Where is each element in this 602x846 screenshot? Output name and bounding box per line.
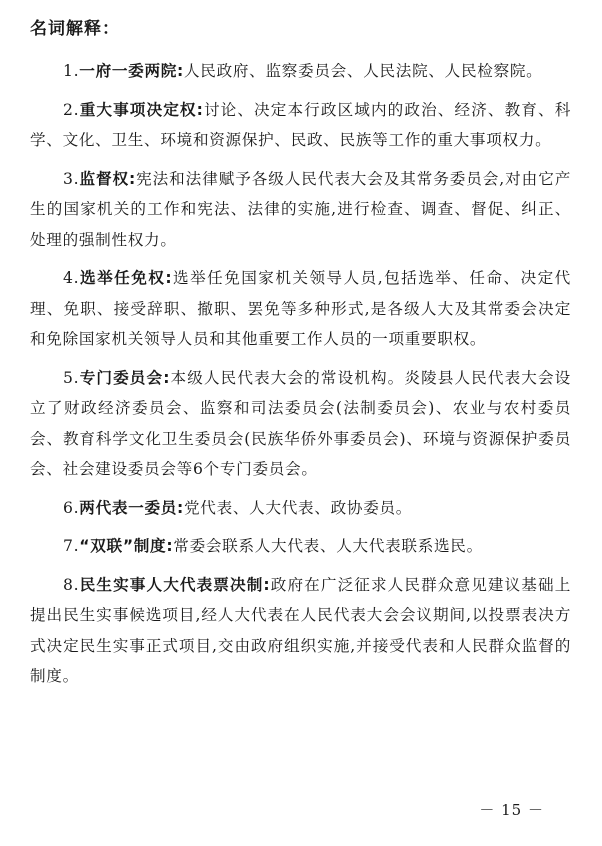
page-number: － 15 － [479, 801, 544, 819]
entry-term: 两代表一委员 [79, 498, 178, 517]
entry-number: 4. [63, 269, 80, 287]
entry-number: 8. [63, 575, 80, 594]
entry-separator: : [177, 498, 184, 517]
entry-definition: 选举任免国家机关领导人员,包括选举、任命、决定代理、免职、接受辞职、撤职、罢免等多种形式,是各级人大及其常委会决定和免除国家机关领导人员和其他重要工作人员的一项重要职权。 [30, 269, 571, 348]
glossary-list [30, 56, 571, 700]
entry-definition: 人民政府、监察委员会、人民法院、人民检察院。 [183, 62, 543, 80]
entry-separator: : [177, 62, 184, 80]
entry-term: 一府一委两院 [79, 62, 178, 80]
entry-number: 5. [63, 368, 80, 387]
entry-definition: 宪法和法律赋予各级人民代表大会及其常务委员会,对由它产生的国家机关的工作和宪法、法律的实施,进行检查、调查、督促、纠正、处理的强制性权力。 [30, 169, 571, 249]
glossary-entry-1 [30, 56, 571, 87]
entry-term: 选举任免权 [79, 269, 166, 287]
glossary-entry-3 [30, 164, 571, 256]
glossary-entry-2 [30, 95, 571, 156]
entry-definition: 讨论、决定本行政区域内的政治、经济、教育、科学、文化、卫生、环境和资源保护、民政、民族等工作的重大事项权力。 [30, 100, 571, 149]
entry-term: 专门委员会 [79, 368, 164, 387]
entry-term: 重大事项决定权 [79, 100, 197, 119]
entry-separator: : [163, 368, 171, 387]
entry-definition: 党代表、人大代表、政协委员。 [183, 498, 413, 517]
entry-term: “双联”制度 [79, 537, 167, 555]
glossary-entry-8 [30, 570, 571, 692]
entry-definition: 常委会联系人大代表、人大代表联系选民。 [173, 537, 483, 555]
entry-separator: : [263, 575, 271, 594]
section-heading: 名词解释： [30, 19, 120, 39]
entry-term: 监督权 [79, 169, 130, 188]
entry-separator: : [129, 169, 136, 188]
glossary-entry-5 [30, 363, 571, 485]
entry-separator: : [196, 100, 204, 119]
entry-number: 6. [63, 498, 80, 517]
entry-separator: : [165, 269, 173, 287]
entry-number: 7. [63, 537, 80, 555]
glossary-entry-6 [30, 493, 571, 524]
entry-definition: 本级人民代表大会的常设机构。炎陵县人民代表大会设立了财政经济委员会、监察和司法委员会(法制委员会)、农业与农村委员会、教育科学文化卫生委员会(民族华侨外事委员会)、环境与资源保护委员会、社会建设委员会等6个专门委员会。 [30, 368, 571, 478]
entry-number: 1. [63, 62, 80, 80]
entry-number: 3. [63, 169, 80, 188]
entry-number: 2. [63, 100, 80, 119]
glossary-entry-4 [30, 263, 571, 355]
entry-separator: : [166, 537, 174, 555]
entry-term: 民生实事人大代表票决制 [79, 575, 264, 594]
entry-definition: 政府在广泛征求人民群众意见建议基础上提出民生实事候选项目,经人大代表在人民代表大会会议期间,以投票表决方式决定民生实事正式项目,交由政府组织实施,并接受代表和人民群众监督的制度。 [30, 575, 571, 685]
glossary-entry-7 [30, 531, 571, 562]
